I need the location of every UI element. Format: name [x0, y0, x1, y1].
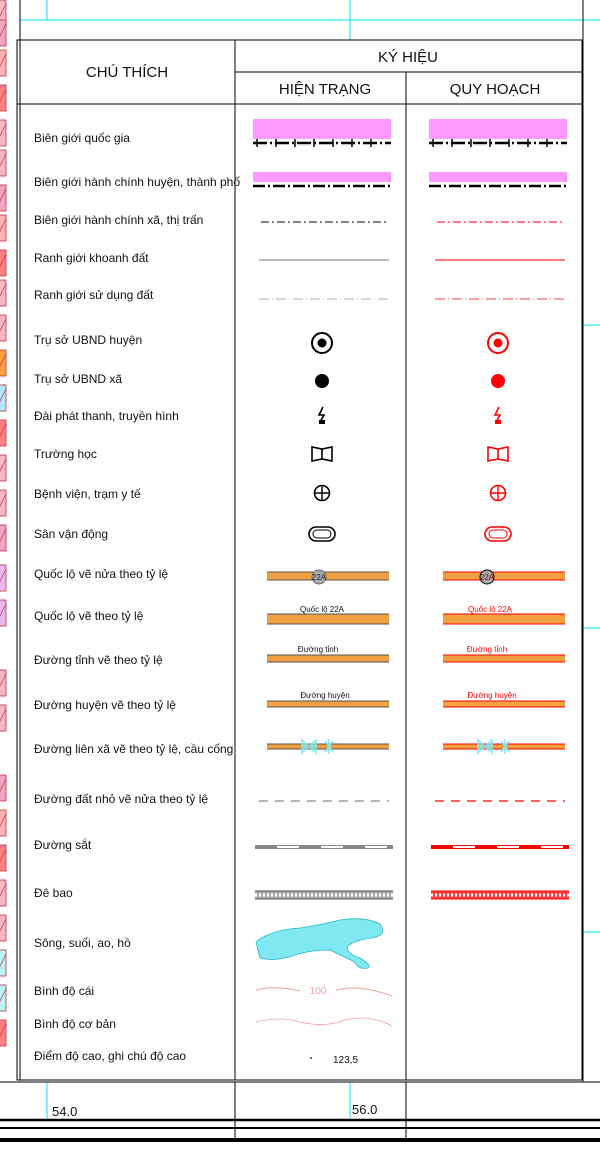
row-label-national-border: Biên giới quốc gia — [34, 131, 130, 145]
adjacent-swatch — [0, 845, 6, 871]
district-office-dot-planned — [494, 339, 503, 348]
row-label-school: Trường học — [34, 447, 97, 461]
row-label-hospital: Bệnh viện, trạm y tế — [34, 487, 141, 501]
adjacent-swatch — [0, 600, 6, 626]
adjacent-swatch — [0, 50, 6, 76]
adjacent-swatch — [0, 85, 6, 111]
adjacent-swatch — [0, 215, 6, 241]
bridge-icon-planned — [477, 738, 493, 755]
adjacent-swatch — [0, 775, 6, 801]
row-label-water: Sông, suối, ao, hồ — [34, 936, 131, 950]
stadium-inner-planned — [489, 530, 507, 538]
adjacent-swatch — [0, 250, 6, 276]
row-labels — [34, 131, 240, 1063]
adjacent-swatch — [0, 950, 6, 976]
adjacent-swatch — [0, 985, 6, 1011]
road-badge-current: 22A — [311, 573, 327, 582]
adjacent-swatch — [0, 705, 6, 731]
stadium-inner-current — [313, 530, 331, 538]
national-road-half-fill-current — [267, 572, 389, 580]
row-label-provincial-road: Đường tỉnh vẽ theo tỷ lệ — [34, 653, 163, 667]
symbols-current — [253, 119, 393, 1059]
district-road-label-current: Đường huyện — [300, 691, 350, 700]
national-road-scale-fill-planned — [443, 614, 565, 624]
row-label-stadium: Sân vận động — [34, 527, 109, 541]
row-label-index-contour: Bình độ cái — [34, 984, 95, 998]
provincial-road-label-current: Đường tỉnh — [297, 645, 339, 654]
adjacent-swatch — [0, 420, 6, 446]
legend-table — [17, 40, 582, 1080]
provincial-road-fill-current — [267, 655, 389, 662]
broadcast-base-planned — [495, 420, 501, 424]
row-label-broadcast-station: Đài phát thanh, truyền hình — [34, 409, 179, 423]
grid-label-left: 54.0 — [52, 1104, 78, 1119]
row-label-railway: Đường sắt — [34, 838, 92, 852]
adjacent-swatch — [0, 1020, 6, 1046]
legend-column-title: CHÚ THÍCH — [85, 64, 169, 81]
adjacent-swatch — [0, 490, 6, 516]
contour-value-label: 100 — [309, 986, 327, 997]
row-label-land-use-boundary: Ranh giới sử dụng đất — [34, 288, 154, 302]
row-label-intercommune-road: Đường liên xã vẽ theo tỷ lệ, cầu cống — [34, 742, 234, 756]
national-road-half-fill-planned — [443, 572, 565, 580]
adjacent-swatch — [0, 385, 6, 411]
adjacent-swatch — [0, 455, 6, 481]
adjacent-swatch — [0, 20, 6, 46]
adjacent-swatch — [0, 315, 6, 341]
school-icon-current — [312, 447, 332, 461]
district-border-fill-current — [253, 172, 391, 182]
adjacent-swatch — [0, 915, 6, 941]
broadcast-base-current — [319, 420, 325, 424]
row-label-commune-office: Trụ sở UBND xã — [34, 372, 123, 386]
adjacent-swatch — [0, 150, 6, 176]
row-label-district-office: Trụ sở UBND huyện — [34, 333, 143, 347]
district-border-fill-planned — [429, 172, 567, 182]
district-road-fill-current — [267, 701, 389, 707]
adjacent-swatches — [0, 0, 6, 1046]
row-label-district-road: Đường huyện vẽ theo tỷ lệ — [34, 698, 176, 712]
national-road-scale-fill-current — [267, 614, 389, 624]
row-label-dike: Đê bao — [34, 886, 73, 900]
adjacent-swatch — [0, 185, 6, 211]
row-label-plot-boundary: Ranh giới khoanh đất — [34, 251, 149, 265]
commune-office-icon-planned — [491, 374, 505, 388]
basic-contour-line — [256, 1018, 392, 1026]
row-label-commune-border: Biên giới hành chính xã, thị trấn — [34, 213, 204, 227]
grid-label-right: 56.0 — [352, 1102, 378, 1117]
spot-height-dot — [310, 1057, 312, 1059]
row-label-national-road-half: Quốc lộ vẽ nửa theo tỷ lệ — [34, 567, 169, 581]
planned-column-title: QUY HOẠCH — [449, 81, 541, 98]
adjacent-swatch — [0, 350, 6, 376]
provincial-road-fill-planned — [443, 655, 565, 662]
table-border — [17, 40, 582, 1080]
adjacent-swatch — [0, 670, 6, 696]
row-label-district-border: Biên giới hành chính huyện, thành phố — [34, 175, 241, 189]
bridge-icon-current — [301, 738, 317, 755]
row-label-dirt-road: Đường đất nhỏ vẽ nửa theo tỷ lệ — [34, 792, 209, 806]
adjacent-swatch — [0, 525, 6, 551]
spot-height-value: 123,5 — [333, 1055, 359, 1066]
provincial-road-label-planned: Đường tỉnh — [466, 645, 508, 654]
national-border-fill-current — [253, 119, 391, 139]
district-road-label-planned: Đường huyện — [467, 691, 517, 700]
adjacent-swatch — [0, 565, 6, 591]
adjacent-swatch — [0, 810, 6, 836]
adjacent-swatch — [0, 120, 6, 146]
symbols-planned — [429, 119, 569, 899]
broadcast-icon-planned — [495, 407, 500, 422]
national-road-label-current: Quốc lộ 22A — [299, 605, 345, 614]
school-icon-planned — [488, 447, 508, 461]
row-label-national-road-scale: Quốc lộ vẽ theo tỷ lệ — [34, 609, 144, 623]
row-label-basic-contour: Bình độ cơ bản — [34, 1017, 116, 1031]
broadcast-icon-current — [319, 407, 324, 422]
district-road-fill-planned — [443, 701, 565, 707]
row-label-spot-height: Điểm độ cao, ghi chú độ cao — [34, 1049, 187, 1063]
national-road-label-planned: Quốc lộ 22A — [467, 605, 513, 614]
commune-office-icon-current — [315, 374, 329, 388]
adjacent-swatch — [0, 880, 6, 906]
road-badge-planned: 22A — [479, 573, 495, 582]
water-shape — [256, 919, 383, 969]
national-border-fill-planned — [429, 119, 567, 139]
current-column-title: HIỆN TRẠNG — [278, 81, 372, 98]
adjacent-swatch — [0, 280, 6, 306]
district-office-dot-current — [318, 339, 327, 348]
symbol-column-title: KÝ HIỆU — [377, 49, 439, 66]
